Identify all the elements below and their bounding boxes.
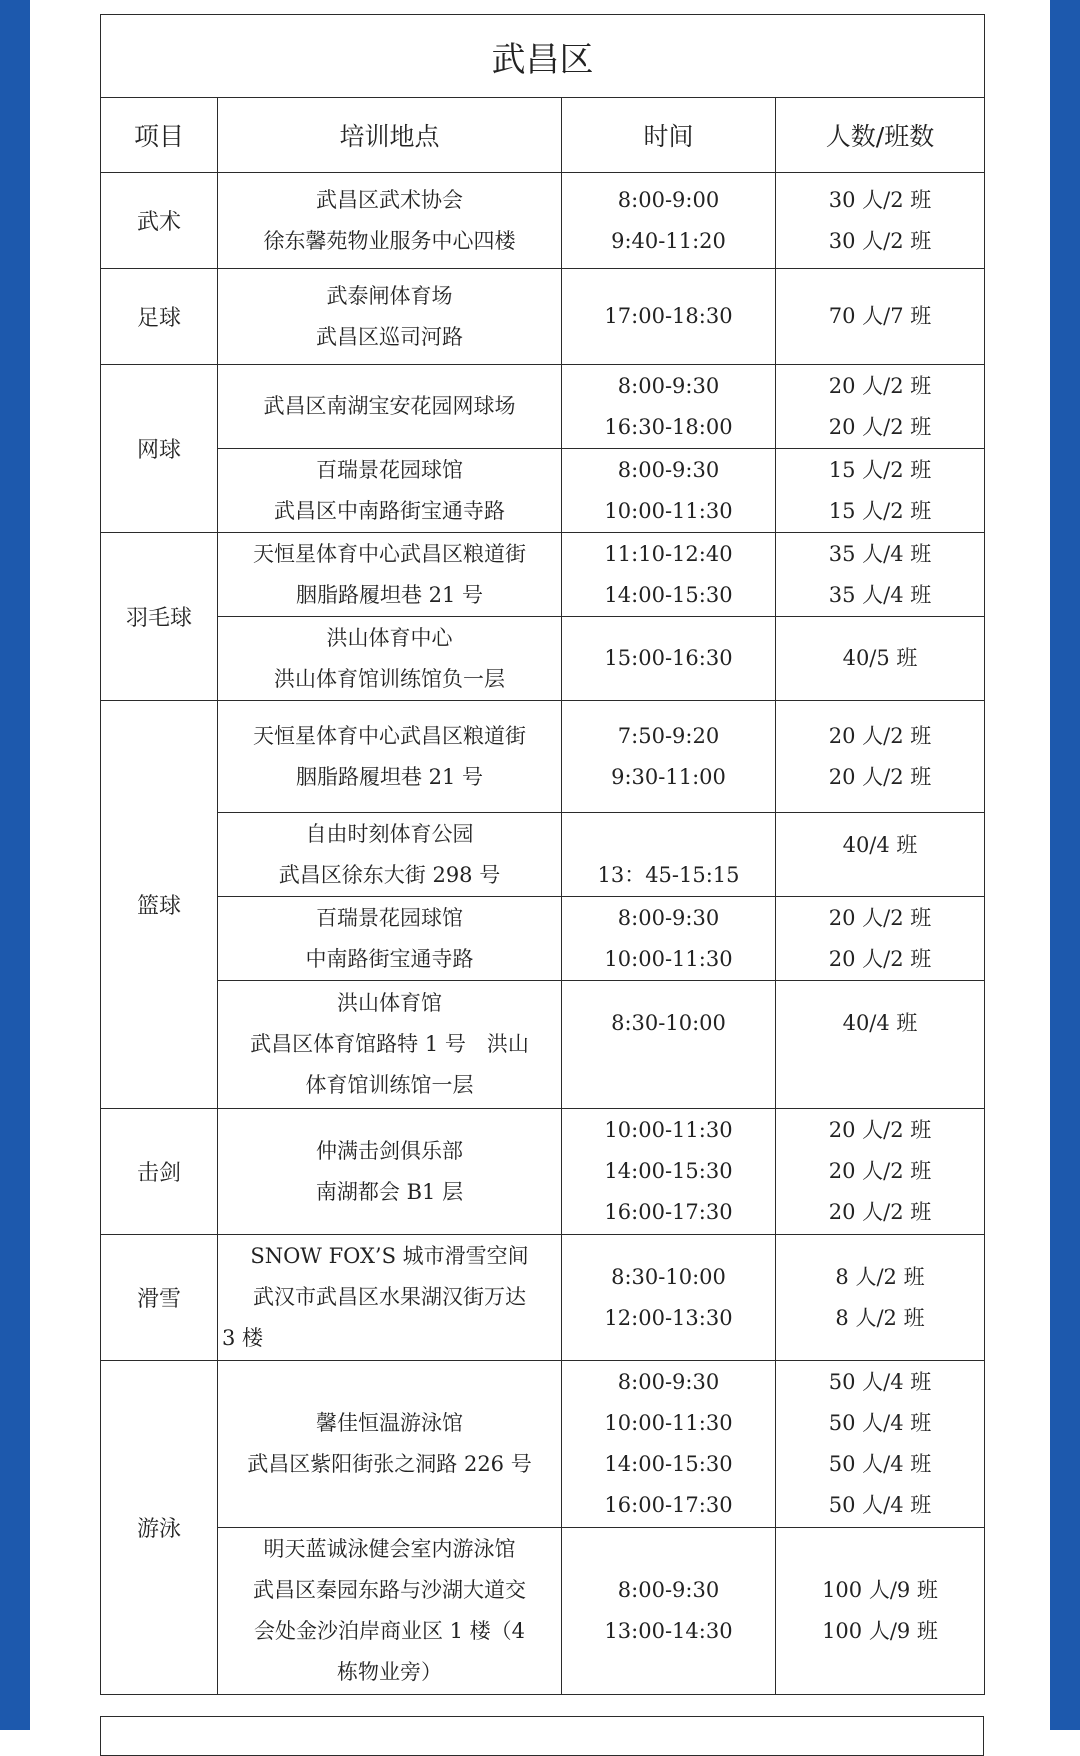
location-line: 徐东馨苑物业服务中心四楼 <box>263 228 516 253</box>
header-time: 时间 <box>562 98 776 173</box>
location-line: 胭脂路履坦巷 21 号 <box>295 764 484 789</box>
time-cell <box>562 449 776 533</box>
left-blue-border <box>0 0 30 1730</box>
sport-cell: 篮球 <box>101 701 218 1109</box>
sport-cell: 游泳 <box>101 1361 218 1695</box>
capacity-line: 50 人/4 班 <box>828 1411 932 1435</box>
location-cell <box>218 1528 562 1695</box>
location-line: 百瑞景花园球馆 <box>316 905 463 930</box>
location-cell <box>218 701 562 813</box>
table-row <box>101 173 985 269</box>
time-cell <box>562 365 776 449</box>
time-line: 9:40-11:20 <box>611 228 726 253</box>
time-line: 8:00-9:30 <box>617 457 720 482</box>
capacity-line: 35 人/4 班 <box>828 541 932 566</box>
time-line: 11:10-12:40 <box>604 541 733 566</box>
table-row <box>101 365 985 449</box>
capacity-line: 40/4 班 <box>842 833 918 857</box>
location-line: 洪山体育馆 <box>337 991 442 1015</box>
capacity-cell <box>776 269 985 365</box>
capacity-line: 30 人/2 班 <box>828 228 932 253</box>
capacity-line: 20 人/2 班 <box>828 1200 932 1224</box>
schedule-sheet <box>100 14 984 1695</box>
location-line: 武昌区巡司河路 <box>316 324 463 349</box>
location-line: 会处金沙泊岸商业区 1 楼（4 <box>253 1619 526 1643</box>
location-line: 南湖都会 B1 层 <box>315 1179 464 1204</box>
capacity-line: 70 人/7 班 <box>828 304 932 328</box>
table-row <box>101 701 985 813</box>
capacity-line: 20 人/2 班 <box>828 1159 932 1183</box>
location-line: 武昌区体育馆路特 1 号 洪山 <box>250 1032 529 1056</box>
capacity-line: 100 人/9 班 <box>822 1619 938 1643</box>
location-cell <box>218 449 562 533</box>
time-line: 13:00-14:30 <box>604 1619 733 1643</box>
capacity-cell <box>776 1109 985 1235</box>
capacity-line: 20 人/2 班 <box>828 764 932 789</box>
time-cell <box>562 1528 776 1695</box>
location-line: 洪山体育中心 <box>326 625 453 650</box>
location-line: 武昌区秦园东路与沙湖大道交 <box>253 1578 526 1602</box>
capacity-line: 20 人/2 班 <box>828 414 932 439</box>
location-line: 胭脂路履坦巷 21 号 <box>295 582 484 607</box>
capacity-line: 20 人/2 班 <box>828 905 932 930</box>
time-cell <box>562 701 776 813</box>
right-blue-border <box>1050 0 1080 1730</box>
next-table-edge <box>100 1716 984 1756</box>
table-row <box>101 617 985 701</box>
location-cell <box>218 533 562 617</box>
sport-cell: 网球 <box>101 365 218 533</box>
page-title: 武昌区 <box>101 15 985 98</box>
time-line: 16:30-18:00 <box>604 414 733 439</box>
time-line: 17:00-18:30 <box>604 304 733 328</box>
capacity-line: 40/5 班 <box>842 646 918 670</box>
capacity-line: 20 人/2 班 <box>828 373 932 398</box>
location-line: 中南路街宝通寺路 <box>305 946 474 971</box>
sport-cell: 羽毛球 <box>101 533 218 701</box>
location-line: 天恒星体育中心武昌区粮道街 <box>253 723 526 748</box>
time-line: 8:00-9:00 <box>617 187 720 212</box>
capacity-cell <box>776 701 985 813</box>
location-line: 馨佳恒温游泳馆 <box>316 1411 463 1435</box>
capacity-line: 20 人/2 班 <box>828 1118 932 1142</box>
capacity-line: 30 人/2 班 <box>828 187 932 212</box>
capacity-cell <box>776 1235 985 1361</box>
table-row <box>101 269 985 365</box>
table-row <box>101 897 985 981</box>
time-line: 8:30-10:00 <box>611 1011 726 1035</box>
location-line: 武昌区南湖宝安花园网球场 <box>263 394 516 418</box>
capacity-line: 20 人/2 班 <box>828 723 932 748</box>
capacity-cell <box>776 981 985 1109</box>
time-line: 10:00-11:30 <box>604 946 733 971</box>
time-line: 8:00-9:30 <box>617 1578 720 1602</box>
capacity-line: 15 人/2 班 <box>828 457 932 482</box>
sport-cell: 武术 <box>101 173 218 269</box>
location-cell <box>218 173 562 269</box>
location-line: 洪山体育馆训练馆负一层 <box>274 666 505 691</box>
time-line: 10:00-11:30 <box>604 498 733 523</box>
sport-cell: 足球 <box>101 269 218 365</box>
location-cell <box>218 1361 562 1528</box>
location-cell <box>218 617 562 701</box>
location-line: 武昌区紫阳街张之洞路 226 号 <box>247 1452 532 1476</box>
time-line: 8:00-9:30 <box>617 905 720 930</box>
location-cell <box>218 1235 562 1361</box>
time-line: 15:00-16:30 <box>604 646 733 670</box>
capacity-cell <box>776 897 985 981</box>
capacity-line: 50 人/4 班 <box>828 1493 932 1517</box>
table-row <box>101 1361 985 1528</box>
location-line: 体育馆训练馆一层 <box>305 1073 474 1097</box>
location-line: 3 楼 <box>222 1326 264 1350</box>
capacity-line: 15 人/2 班 <box>828 498 932 523</box>
time-line: 12:00-13:30 <box>604 1305 733 1330</box>
time-line: 16:00-17:30 <box>604 1493 733 1517</box>
time-line: 7:50-9:20 <box>617 723 720 748</box>
capacity-line: 40/4 班 <box>842 1011 918 1035</box>
location-line: 仲满击剑俱乐部 <box>316 1138 463 1163</box>
capacity-line: 8 人/2 班 <box>835 1305 925 1330</box>
time-line: 8:30-10:00 <box>611 1264 726 1289</box>
time-line: 13：45-15:15 <box>597 863 740 887</box>
location-cell <box>218 897 562 981</box>
sport-cell: 滑雪 <box>101 1235 218 1361</box>
time-cell <box>562 1235 776 1361</box>
capacity-cell <box>776 173 985 269</box>
table-row <box>101 1109 985 1235</box>
capacity-cell <box>776 617 985 701</box>
capacity-cell <box>776 1528 985 1695</box>
time-line: 14:00-15:30 <box>604 1452 733 1476</box>
time-cell <box>562 617 776 701</box>
time-cell <box>562 981 776 1109</box>
table-row <box>101 533 985 617</box>
location-cell <box>218 269 562 365</box>
table-row <box>101 1235 985 1361</box>
time-cell <box>562 173 776 269</box>
time-line: 8:00-9:30 <box>617 373 720 398</box>
table-row <box>101 1528 985 1695</box>
header-location: 培训地点 <box>218 98 562 173</box>
capacity-cell <box>776 1361 985 1528</box>
location-line: SNOW FOX’S 城市滑雪空间 <box>250 1244 529 1268</box>
time-line: 8:00-9:30 <box>617 1370 720 1394</box>
time-line: 10:00-11:30 <box>604 1411 733 1435</box>
time-cell <box>562 897 776 981</box>
schedule-table <box>100 14 985 1695</box>
capacity-line: 100 人/9 班 <box>822 1578 938 1602</box>
capacity-line: 8 人/2 班 <box>835 1264 925 1289</box>
location-line: 武泰闸体育场 <box>326 283 453 308</box>
capacity-cell <box>776 365 985 449</box>
capacity-line: 35 人/4 班 <box>828 582 932 607</box>
time-line: 14:00-15:30 <box>604 1159 733 1183</box>
location-line: 武昌区中南路街宝通寺路 <box>274 498 505 523</box>
location-cell <box>218 365 562 449</box>
time-cell <box>562 269 776 365</box>
capacity-line: 20 人/2 班 <box>828 946 932 971</box>
location-line: 武昌区徐东大街 298 号 <box>278 862 501 887</box>
header-sport: 项目 <box>101 98 218 173</box>
header-capacity: 人数/班数 <box>776 98 985 173</box>
sport-cell: 击剑 <box>101 1109 218 1235</box>
capacity-cell <box>776 813 985 897</box>
table-row <box>101 813 985 897</box>
location-line: 武汉市武昌区水果湖汉街万达 <box>253 1285 526 1309</box>
capacity-line: 50 人/4 班 <box>828 1452 932 1476</box>
capacity-cell <box>776 533 985 617</box>
time-line: 14:00-15:30 <box>604 582 733 607</box>
time-line: 9:30-11:00 <box>611 764 726 789</box>
header-row <box>101 98 985 173</box>
time-cell <box>562 1361 776 1528</box>
capacity-line: 50 人/4 班 <box>828 1370 932 1394</box>
table-row <box>101 981 985 1109</box>
location-line: 自由时刻体育公园 <box>305 821 474 846</box>
time-line: 16:00-17:30 <box>604 1200 733 1224</box>
location-line: 明天蓝诚泳健会室内游泳馆 <box>263 1537 516 1561</box>
location-cell <box>218 981 562 1109</box>
time-cell <box>562 533 776 617</box>
time-cell <box>562 1109 776 1235</box>
location-line: 百瑞景花园球馆 <box>316 457 463 482</box>
title-row <box>101 15 985 98</box>
capacity-cell <box>776 449 985 533</box>
location-cell <box>218 1109 562 1235</box>
location-line: 栋物业旁） <box>337 1660 442 1684</box>
time-cell <box>562 813 776 897</box>
table-row <box>101 449 985 533</box>
location-line: 天恒星体育中心武昌区粮道街 <box>253 541 526 566</box>
location-line: 武昌区武术协会 <box>316 187 463 212</box>
location-cell <box>218 813 562 897</box>
time-line: 10:00-11:30 <box>604 1118 733 1142</box>
